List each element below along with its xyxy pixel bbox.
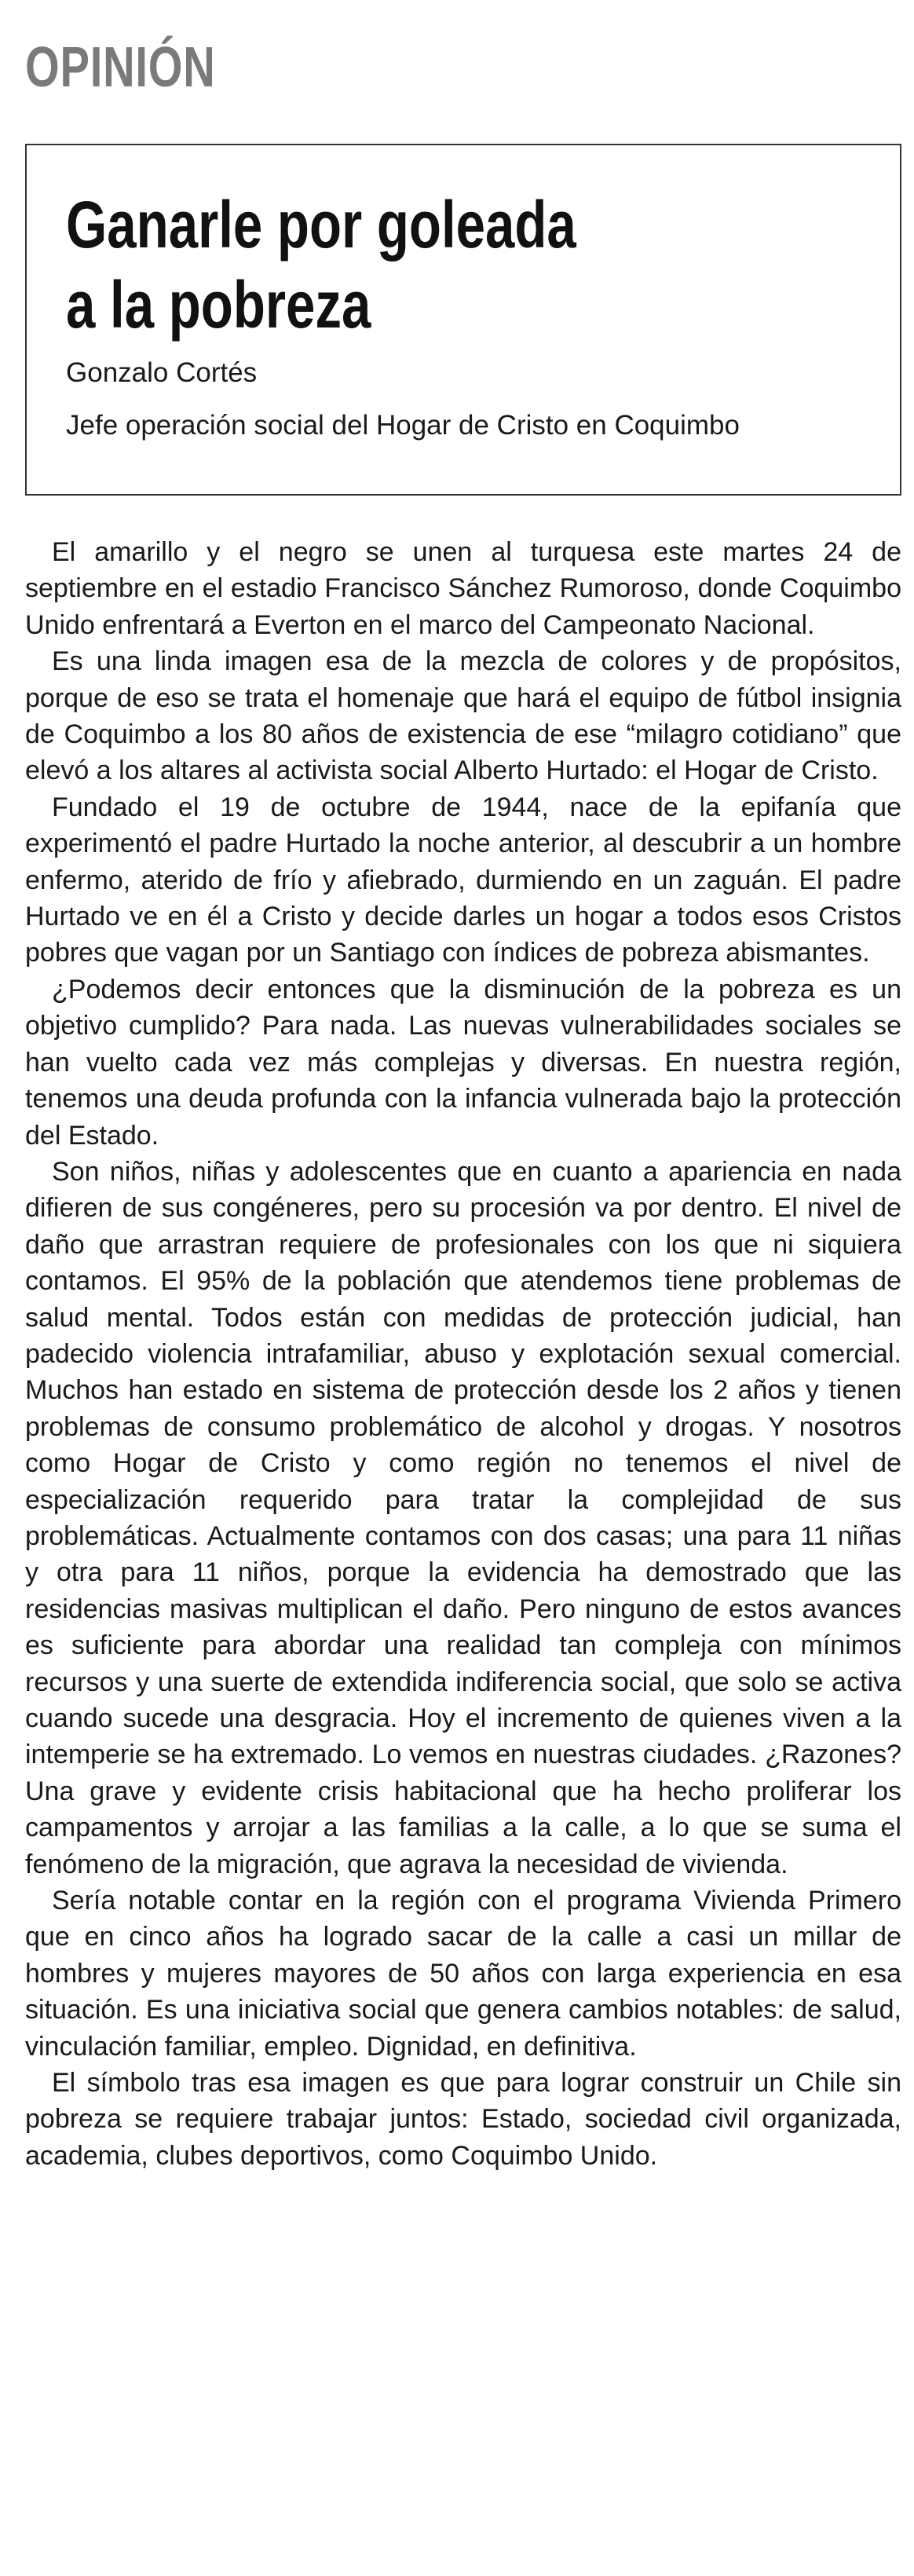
- paragraph: El amarillo y el negro se unen al turquesa este martes 24 de septiembre en el estadio Francisco Sánchez Rumoroso, donde Coquimbo Unido enfrentará a Everton en el marco del Campeonato Nacional.: [25, 537, 901, 640]
- paragraph: Fundado el 19 de octubre de 1944, nace de la epifanía que experimentó el padre Hurtado la noche anterior, al descubrir a un hombre enfermo, aterido de frío y afiebrado, durmiendo en un zaguán. El padre Hurtado ve en él a Cristo y decide darles un hogar a todos esos Cristos pobres que vagan por un Santiago con índices de pobreza abismantes.: [25, 792, 901, 968]
- paragraph: Es una linda imagen esa de la mezcla de colores y de propósitos, porque de eso se trata el homenaje que hará el equipo de fútbol insignia de Coquimbo a los 80 años de existencia de ese “milagro cotidiano” que elevó a los altares al activista social Alberto Hurtado: el Hogar de Cristo.: [25, 646, 901, 786]
- headline-line-2: a la pobreza: [66, 268, 371, 342]
- headline-box: [25, 144, 901, 496]
- paragraph: El símbolo tras esa imagen es que para lograr construir un Chile sin pobreza se requiere trabajar juntos: Estado, sociedad civil organizada, academia, clubes deportivos, como Coquimbo Unido.: [25, 2068, 901, 2171]
- headline: [66, 185, 757, 345]
- paragraph: Sería notable contar en la región con el programa Vivienda Primero que en cinco años ha logrado sacar de la calle a casi un millar de hombres y mujeres mayores de 50 años con larga experiencia en esa situación. Es una iniciativa social que genera cambios notables: de salud, vinculación familiar, empleo. Dignidad, en definitiva.: [25, 1886, 901, 2062]
- article-body: [25, 534, 901, 2560]
- paragraph: Son niños, niñas y adolescentes que en cuanto a apariencia en nada difieren de sus congéneres, pero su procesión va por dentro. El nivel de daño que arrastran requiere de profesionales con los que ni siquiera contamos. El 95% de la población que atendemos tiene problemas de salud mental. Todos están con medidas de protección judicial, han padecido violencia intrafamiliar, abuso y explotación sexual comercial. Muchos han estado en sistema de protección desde los 2 años y tienen problemas de consumo problemático de alcohol y drogas. Y nosotros como Hogar de Cristo y como región no tenemos el nivel de especialización requerido para tratar la complejidad de sus problemáticas. Actualmente contamos con dos casas; una para 11 niñas y otra para 11 niños, porque la evidencia ha demostrado que las residencias masivas multiplican el daño. Pero ninguno de estos avances es suficiente para abordar una realidad tan compleja con mínimos recursos y una suerte de extendida indiferencia social, que solo se activa cuando sucede una desgracia. Hoy el incremento de quienes viven a la intemperie se ha extremado. Lo vemos en nuestras ciudades. ¿Razones? Una grave y evidente crisis habitacional que ha hecho proliferar los campamentos y arrojar a las familias a la calle, a lo que se suma el fenómeno de la migración, que agrava la necesidad de vivienda.: [25, 1156, 901, 1879]
- author-name: Gonzalo Cortés: [66, 357, 258, 388]
- author-role: Jefe operación social del Hogar de Cristo en Coquimbo: [66, 410, 740, 441]
- headline-line-1: Ganarle por goleada: [66, 188, 576, 262]
- section-label: OPINIÓN: [25, 36, 216, 99]
- paragraph: ¿Podemos decir entonces que la disminución de la pobreza es un objetivo cumplido? Para nada. Las nuevas vulnerabilidades sociales se han vuelto cada vez más complejas y diversas. En nuestra región, tenemos una deuda profunda con la infancia vulnerada bajo la protección del Estado.: [25, 974, 901, 1151]
